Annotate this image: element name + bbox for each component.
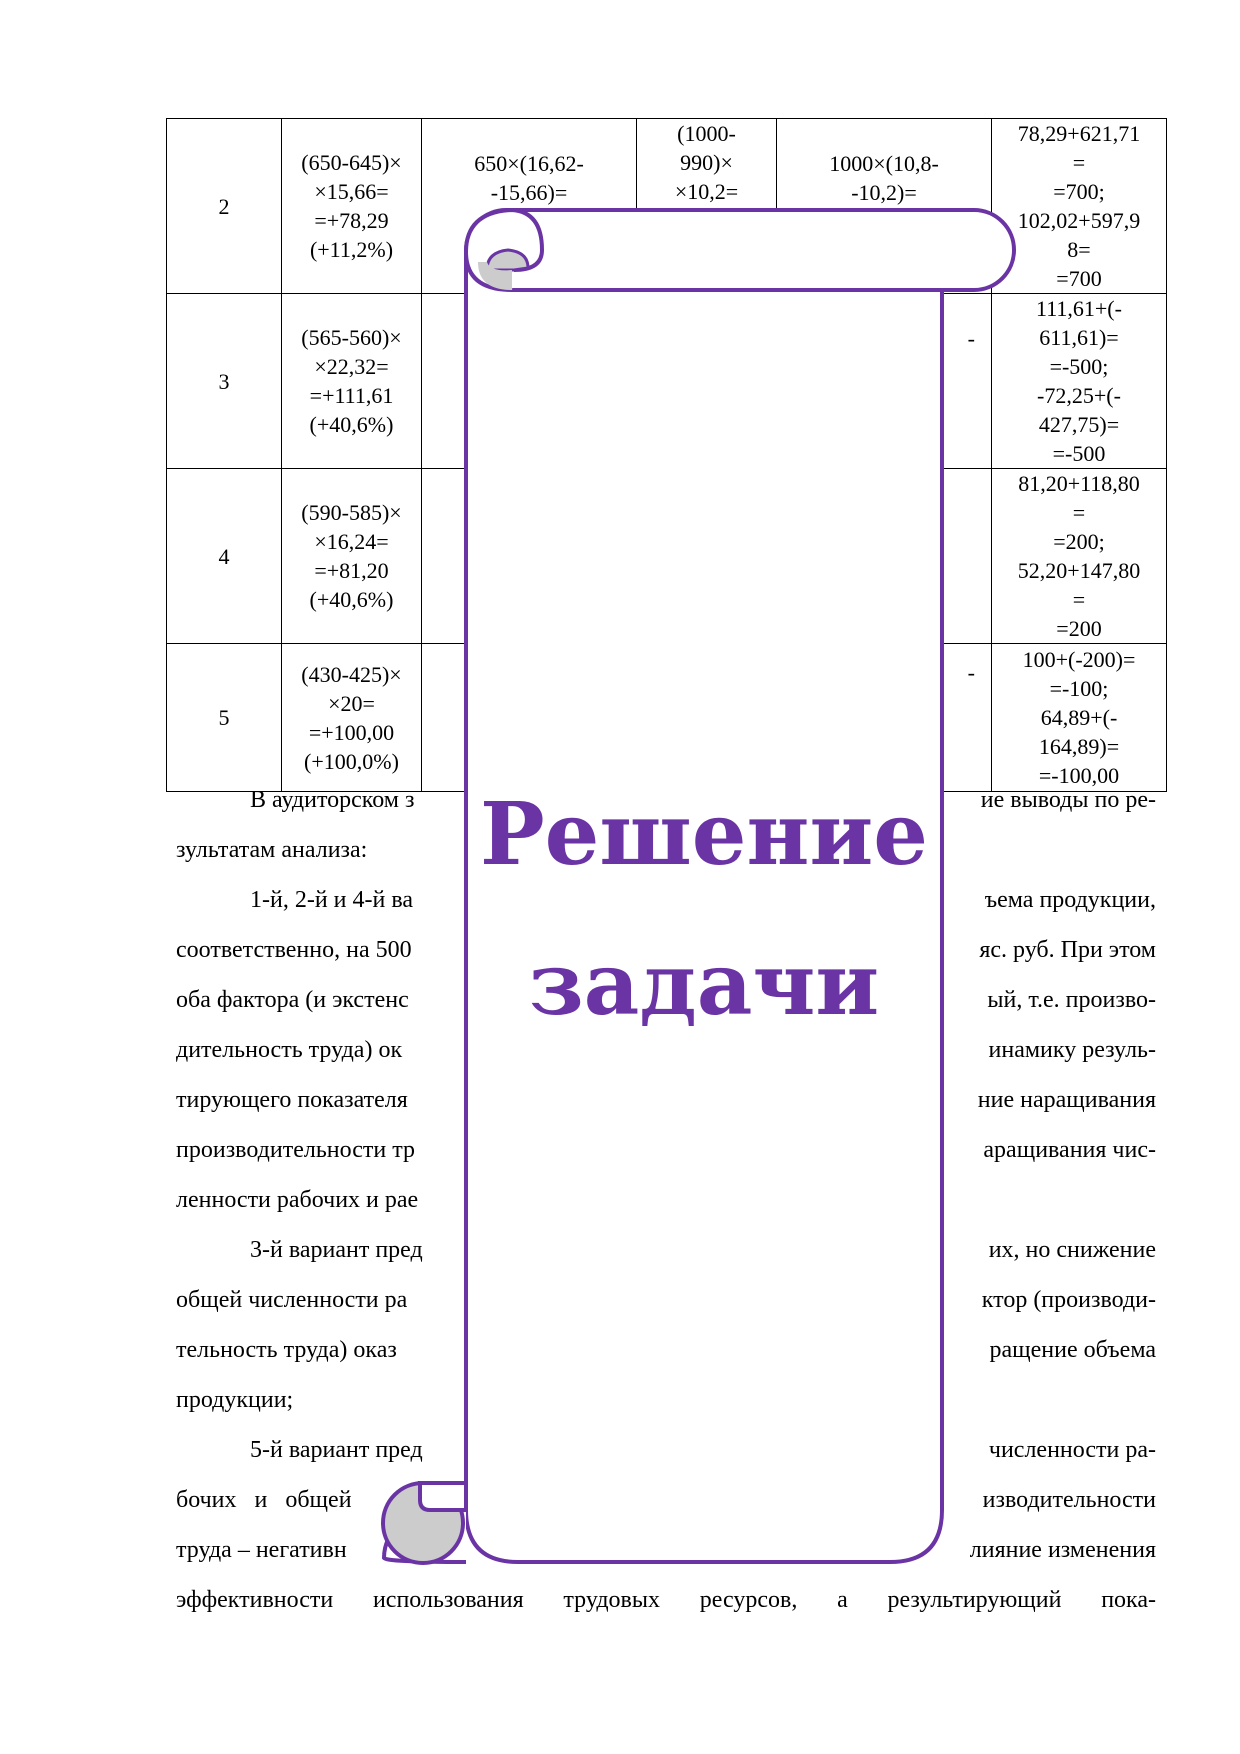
text-line: 5-й вариант пред [250,1437,423,1463]
text-line: ъема продукции, [984,887,1156,913]
text-line: В аудиторском з [250,787,415,813]
text-line: 3-й вариант пред [250,1237,423,1263]
text-line: производительности тр [176,1137,415,1163]
row-number-cell: 4 [167,469,282,644]
table-cell: 100+(-200)= =-100; 64,89+(- 164,89)= =-100,00 [992,644,1167,792]
text-line: бочих и общей [176,1487,352,1513]
text-line: соответственно, на 500 [176,937,412,963]
scroll-top-roll [466,210,1014,290]
table-cell: - [777,644,992,792]
text-line: ние наращивания [977,1087,1156,1113]
text-line: зультатам анализа: [176,837,368,863]
table-cell: - [777,294,992,469]
text-line: 1-й, 2-й и 4-й ва [250,887,414,913]
text-line: численности ра- [988,1437,1156,1463]
text-line: ктор (производи- [981,1287,1156,1313]
text-line: лияние изменения [969,1537,1156,1563]
text-line: эффективности использования трудовых ресурсов, а результирующий пока- [176,1587,1156,1613]
title-line: Решение [480,784,928,885]
table-cell: 78,29+621,71 = =700; 102,02+597,9 8= =700 [992,119,1167,294]
text-line: тирующего показателя [176,1087,408,1113]
row-number-cell: 2 [167,119,282,294]
text-line: инамику резуль- [988,1037,1156,1063]
text-line: оба фактора (и экстенс [176,987,409,1013]
text-line: их, но снижение [988,1237,1156,1263]
table-cell: (650-645)× ×15,66= =+78,29 (+11,2%) [282,119,422,294]
table-cell: 81,20+118,80 = =200; 52,20+147,80 = =200 [992,469,1167,644]
text-line: ленности рабочих и рае [176,1187,419,1213]
text-line: продукции; [176,1387,294,1413]
text-line: дительность труда) ок [176,1037,403,1063]
text-line: ый, т.е. произво- [987,987,1156,1013]
text-line: ращение объема [989,1337,1156,1363]
text-line: общей численности ра [176,1287,408,1313]
table-cell: 1000×(10,8- -10,2)= [777,119,992,294]
scroll-bottom-curl-inner [420,1483,466,1510]
text-line: ие выводы по ре- [980,787,1156,813]
table-cell: (430-425)× ×20= =+100,00 (+100,0%) [282,644,422,792]
title-line: задачи [528,934,880,1035]
text-line: аращивания чис- [983,1137,1156,1163]
row-number-cell: 5 [167,644,282,792]
text-line: тельность труда) оказ [176,1337,397,1363]
table-cell: 111,61+(- 611,61)= =-500; -72,25+(- 427,75)= =-500 [992,294,1167,469]
table-cell: (565-560)× ×22,32= =+111,61 (+40,6%) [282,294,422,469]
table-cell: 650×(16,62- -15,66)= [422,119,637,294]
table-cell: (1000- 990)× ×10,2= [637,119,777,294]
row-number-cell: 3 [167,294,282,469]
text-line: яс. руб. При этом [979,937,1156,963]
text-line: изводительности [982,1487,1156,1513]
table-cell: (590-585)× ×16,24= =+81,20 (+40,6%) [282,469,422,644]
text-line: труда – негативн [176,1537,347,1563]
scroll-title [466,760,942,1060]
